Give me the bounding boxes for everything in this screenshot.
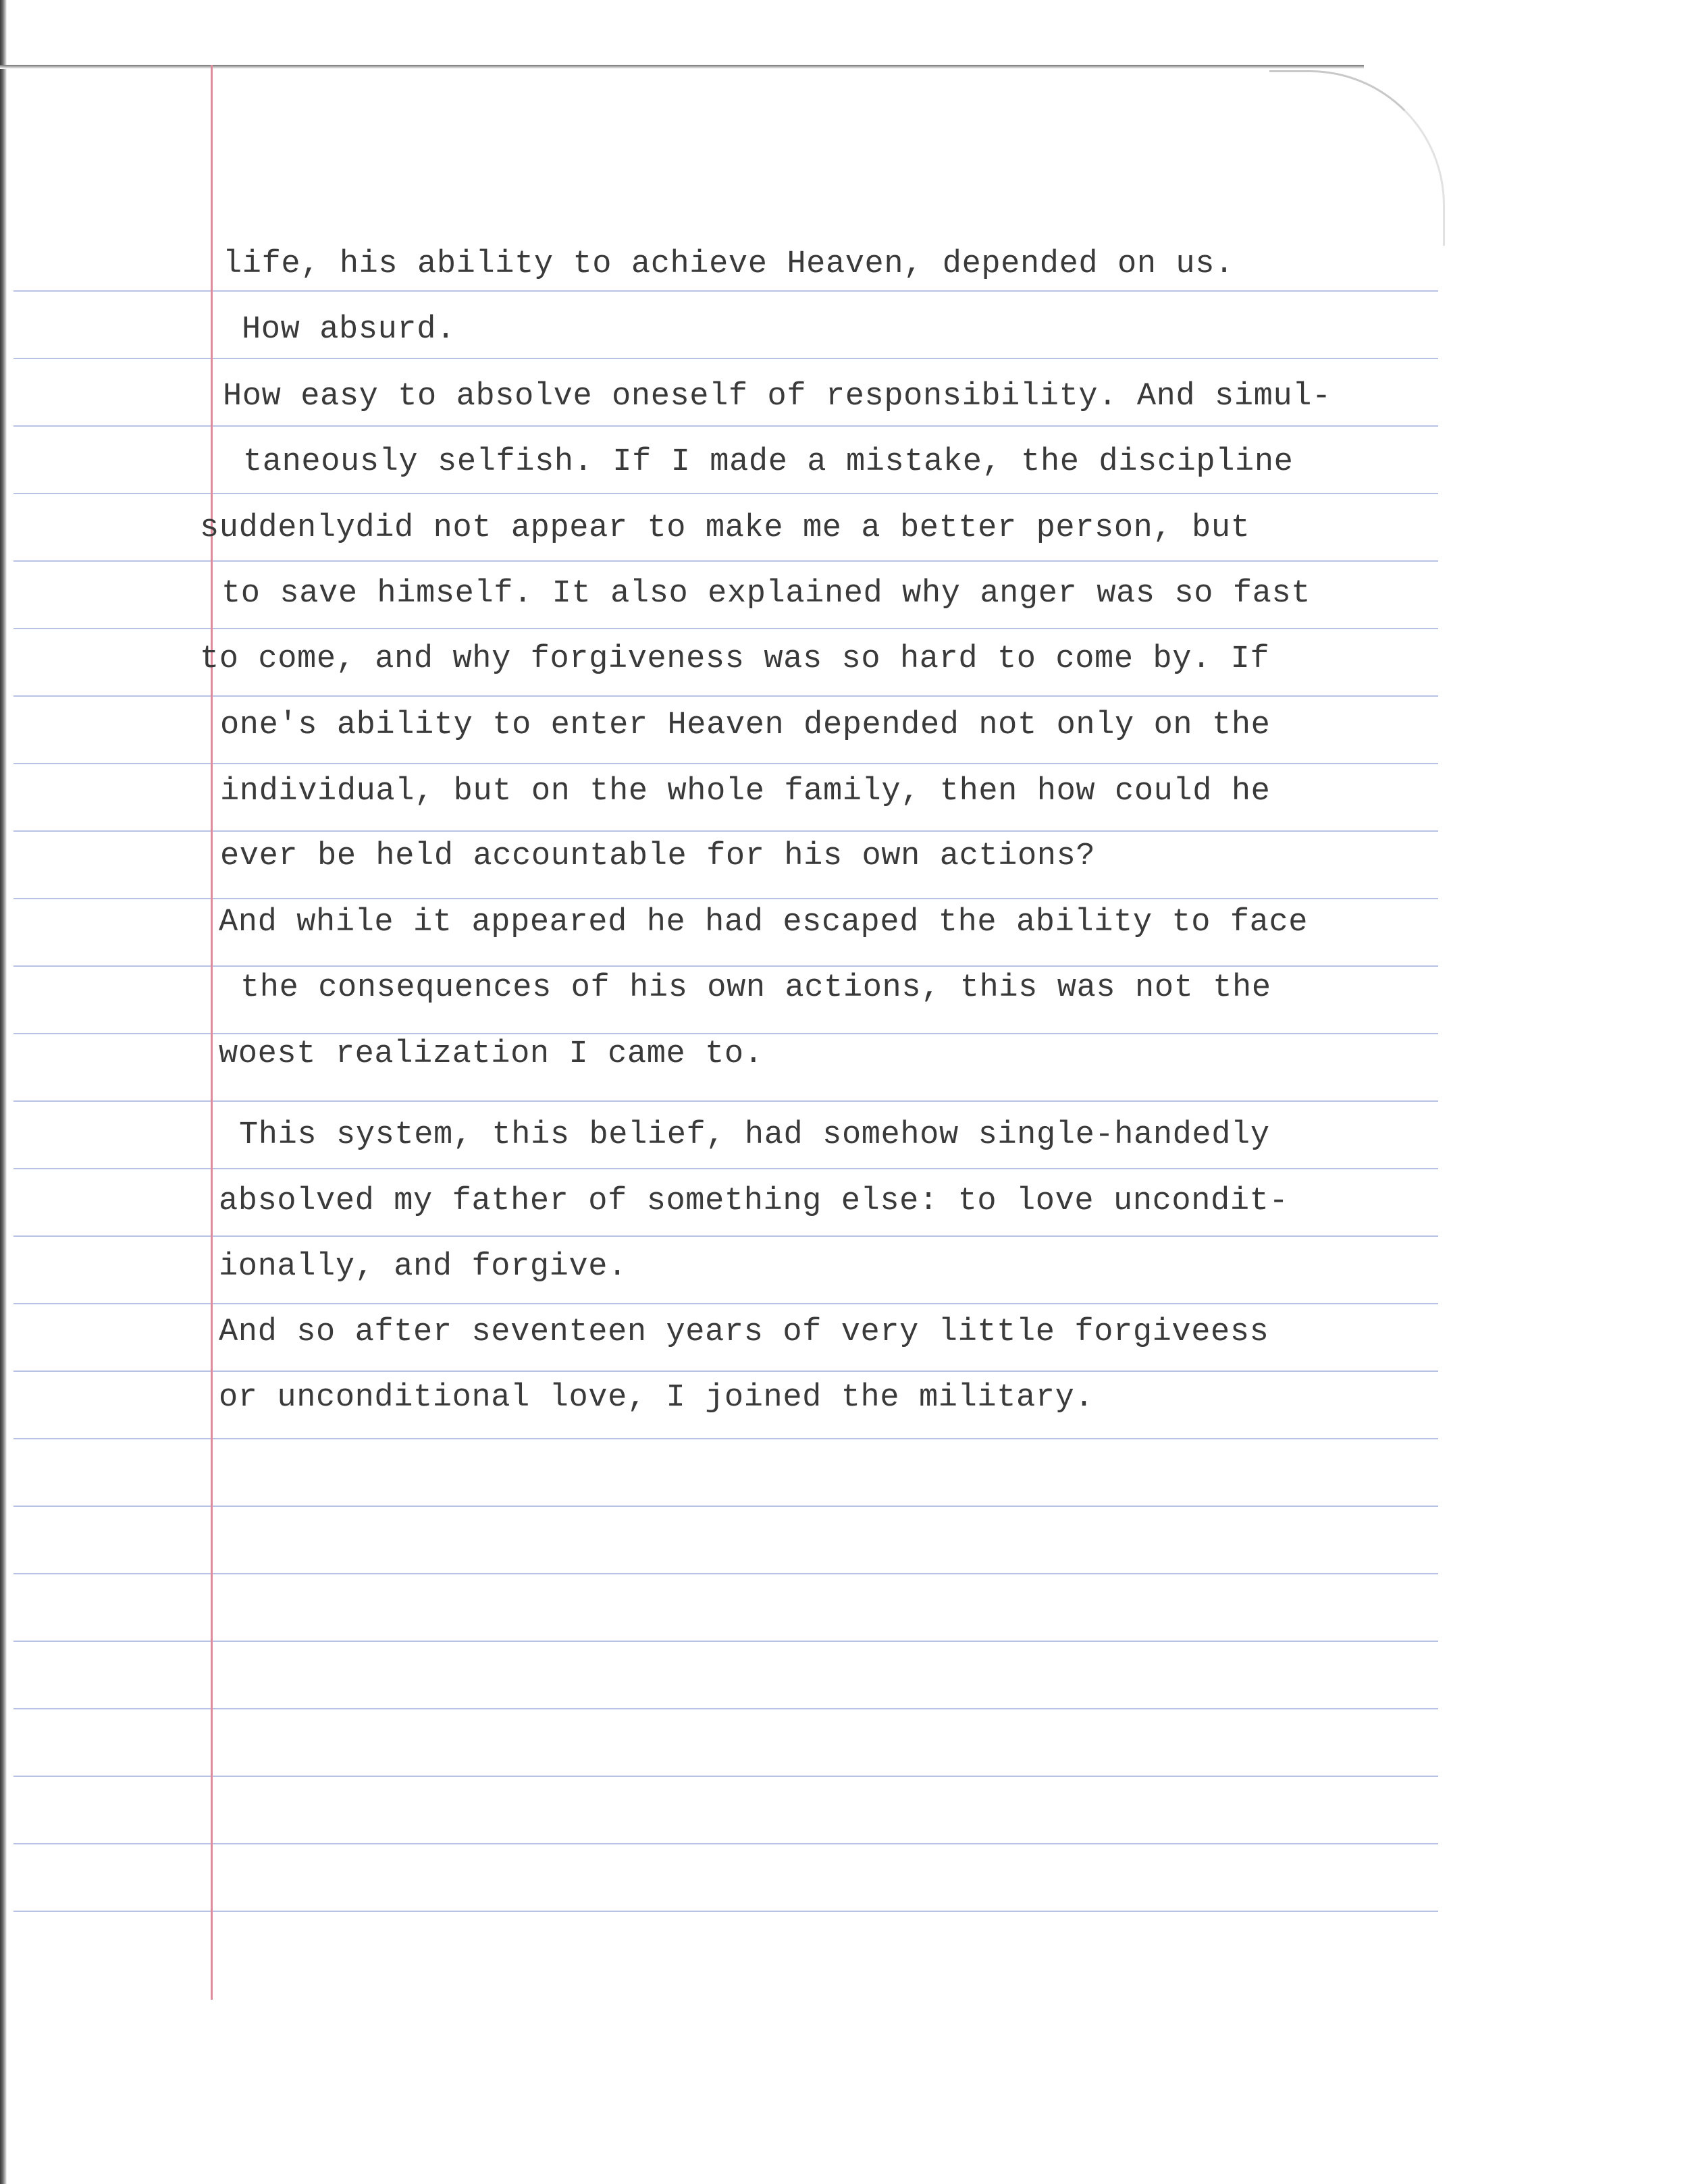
text-line: life, his ability to achieve Heaven, depended on us. bbox=[223, 246, 1234, 282]
ruled-line bbox=[14, 628, 1438, 629]
paper-top-edge bbox=[0, 65, 1364, 69]
text-line: ever be held accountable for his own actions? bbox=[220, 838, 1096, 874]
scan-left-edge bbox=[0, 0, 7, 2184]
text-line: or unconditional love, I joined the military. bbox=[219, 1380, 1094, 1416]
ruled-line bbox=[14, 560, 1438, 562]
ruled-line bbox=[14, 1843, 1438, 1844]
text-line: How easy to absolve oneself of responsibility. And simul- bbox=[223, 379, 1331, 415]
ruled-line bbox=[14, 425, 1438, 427]
ruled-line bbox=[14, 1573, 1438, 1574]
margin-line bbox=[211, 65, 213, 2000]
ruled-line bbox=[14, 1168, 1438, 1169]
text-line: to save himself. It also explained why anger was so fast bbox=[221, 576, 1311, 612]
ruled-line bbox=[14, 830, 1438, 832]
text-line: to come, and why forgiveness was so hard to come by. If bbox=[200, 641, 1270, 677]
text-line: ionally, and forgive. bbox=[219, 1249, 627, 1285]
text-line: And so after seventeen years of very little forgiveess bbox=[219, 1314, 1269, 1350]
ruled-line bbox=[14, 1370, 1438, 1372]
paper-rounded-corner bbox=[1269, 70, 1445, 246]
ruled-line bbox=[14, 1438, 1438, 1439]
ruled-line bbox=[14, 358, 1438, 359]
text-line: individual, but on the whole family, then how could he bbox=[220, 774, 1271, 809]
ruled-line bbox=[14, 898, 1438, 899]
ruled-line bbox=[14, 965, 1438, 967]
text-line: woest realization I came to. bbox=[219, 1036, 764, 1072]
ruled-line bbox=[14, 1708, 1438, 1709]
ruled-line bbox=[14, 1911, 1438, 1912]
ruled-line bbox=[14, 1033, 1438, 1034]
text-line: absolved my father of something else: to love uncondit- bbox=[219, 1183, 1289, 1219]
ruled-line bbox=[14, 1303, 1438, 1304]
ruled-line bbox=[14, 1506, 1438, 1507]
ruled-line bbox=[14, 1641, 1438, 1642]
text-line: taneously selfish. If I made a mistake, the discipline bbox=[243, 444, 1294, 480]
text-line: one's ability to enter Heaven depended not only on the bbox=[220, 708, 1271, 743]
ruled-line bbox=[14, 493, 1438, 494]
ruled-line bbox=[14, 290, 1438, 292]
ruled-line bbox=[14, 1235, 1438, 1237]
ruled-line bbox=[14, 1776, 1438, 1777]
text-line: How absurd. bbox=[242, 312, 456, 348]
text-line: And while it appeared he had escaped the ability to face bbox=[219, 905, 1309, 940]
text-line: This system, this belief, had somehow single-handedly bbox=[239, 1117, 1270, 1153]
text-line: suddenlydid not appear to make me a better person, but bbox=[200, 510, 1250, 546]
text-line: the consequences of his own actions, this was not the bbox=[240, 970, 1271, 1006]
ruled-line bbox=[14, 763, 1438, 764]
ruled-line bbox=[14, 1100, 1438, 1102]
ruled-line bbox=[14, 695, 1438, 697]
